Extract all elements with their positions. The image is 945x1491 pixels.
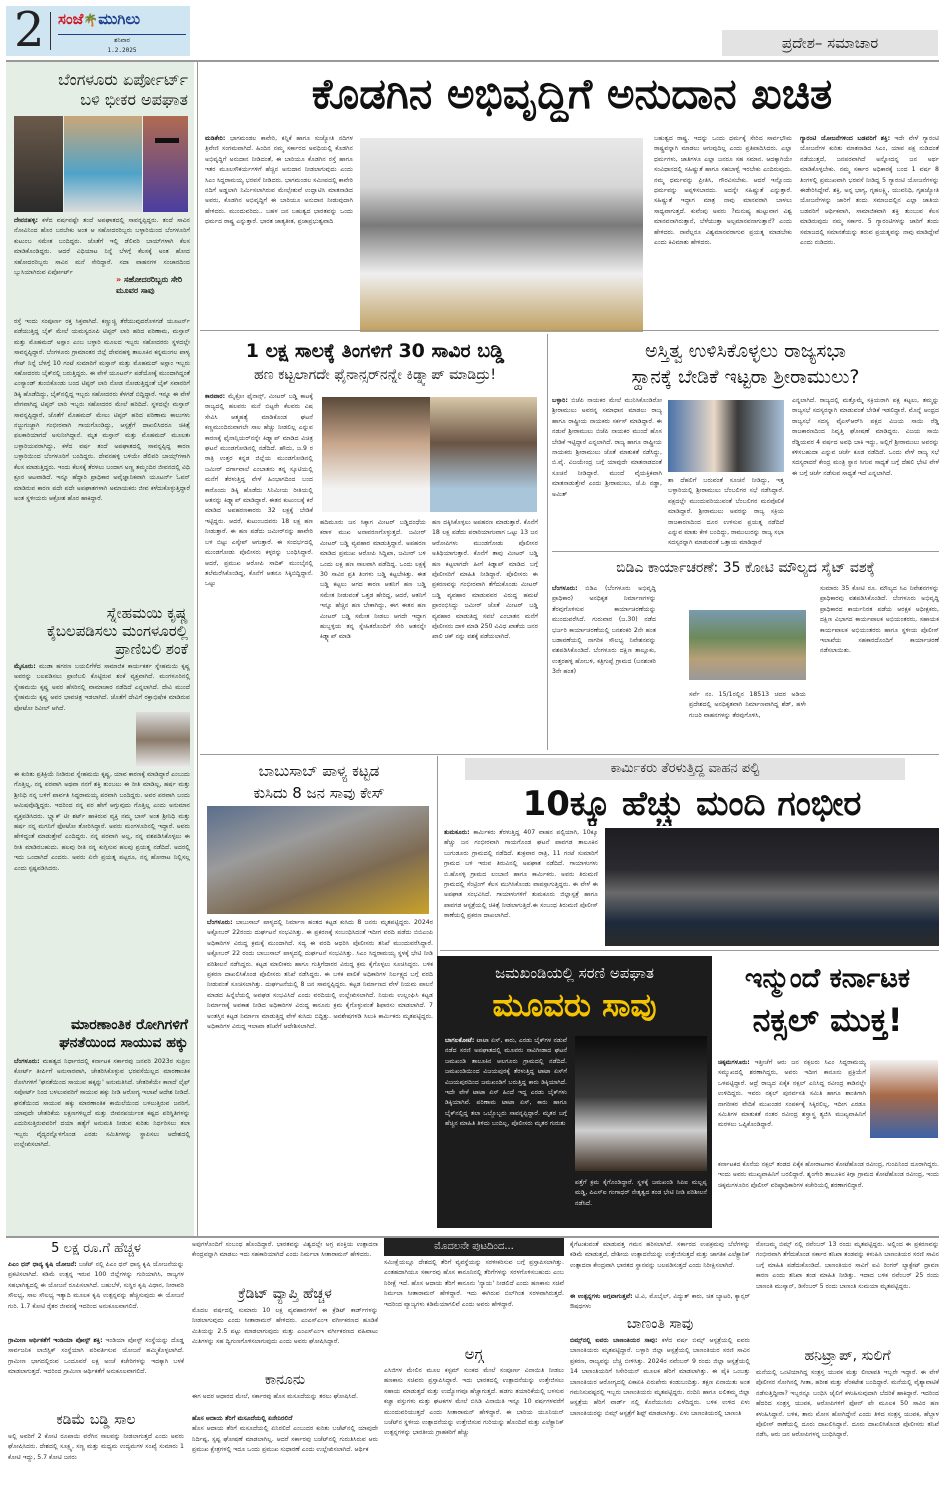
dateline: ದೇವನಹಳ್ಳಿ: (14, 217, 38, 224)
budget-col4-text: ಕೈಗೆಟುಕುವಂತೆ ಮಾಡುವತ್ತ ಗಮನ ಹರಿಸಲಾಗಿದೆ. ಸರ್ಕಾರದ ಉಪಕ್ರಮವು ಬೆಲೆಗಳನ್ನು ಕಡಿಮೆ ಮಾಡುತ್ತದೆ, ದೇಶೀಯ ಉತ್ಪಾದನೆಯನ್ನು ಉತ್ತೇಜಿಸುತ್ತದೆ ಮತ್ತು ಜಾಗತಿಕ ಎಲೆಕ್ಟ್ರಾನಿಕ್ ಉತ್ಪಾದನಾ ಕೇಂದ್ರವಾಗಿ ಭಾರತದ ಸ್ಥಾನವನ್ನು ಬಲಪಡಿಸುತ್ತದೆ ಎಂದು ನಿರೀಕ್ಷಿಸಲಾಗಿದೆ. (570, 1241, 750, 1269)
subhead: ಈ ಉತ್ಪನ್ನಗಳು ಅಗ್ಗವಾಗುತ್ತವೆ: (570, 1293, 633, 1300)
loan-divider (547, 334, 548, 750)
babusab-headline-1: ಬಾಬುಸಾಬ್ ಪಾಳ್ಯ ಕಟ್ಟಡ (258, 762, 380, 780)
dateline: ತುಮಕೂರು: (444, 829, 470, 836)
sidebar-story1-body-2: ರಸ್ತೆ ಇಂದು ಸಂಪೂರ್ಣ ರಕ್ತ ಸಿಕ್ತವಾಗಿದೆ. ಕಣ್ಣುಚ್ಚಿ ತೆರೆಯುವುದರೊಳಗಡೆ ಯೂಟರ್ನ್ ಪಡೆಯುತ್ತಿದ್ದ ಬೈಕ್ ಮೇಲೆ ಯಮಸ್ವರೂಪಿ ಟಿಪ್ಪರ್ ಲಾರಿ ಹರಿದ ಪರಿಣಾಮ, ಮಸ್ತಾನ್ ಮತ್ತು ಮೊಹಮದ್ ಅಸ್ಲಾಂ ಎಂಬ ಬಳ್ಳಾರಿ ಮೂಲದ ಇಬ್ಬರು ಸಹೋದರರು ಸ್ಥಳದಲ್ಲೇ ಸಾವನ್ನಪ್ಪಿದ್ದಾರೆ. ಬೆಂಗಳೂರು ಗ್ರಾಮಾಂತರ ಜಿಲ್ಲೆ ದೇವನಹಳ್ಳಿ ತಾಲೂಕಿನ ಕನ್ನಮಂಗಲ ಪಾಳ್ಯ ಗೇಟ್ ನಿನ್ನೆ ಬೆಳಗ್ಗೆ 10 ಗಂಟೆ ಸುಮಾರಿಗೆ ಮಸ್ತಾನ್ ಮತ್ತು ಮೊಹಮದ್ ಅಸ್ಲಾಂ ಇಬ್ಬರು ಸಹೋದರರು ಬೈಕ್‌ನಲ್ಲಿ ಬರುತ್ತಿದ್ದರು. ಈ ವೇಳೆ ಯೂಟರ್ನ್ ಪಡೆಯೋಕ್ಕೆ ಮುಂದಾಗಿದ್ದಂತೆ ಎಂಸ್ಯಾಂಡ್ ತುಂಬಿಕೊಂಡು ಬಂದ ಟಿಪ್ಪರ್ ಲಾರಿ ನೋಡ ನೋಡುತ್ತಿದ್ದಂತೆ ಬೈಕ್ ಸವಾರರಿಗೆ ಡಿಕ್ಕಿ ಹೊಡೆದಿದ್ದು, ಬೈಕ್‌ನಲ್ಲಿದ್ದ ಇಬ್ಬರು ಸಹೋದರರು ಕೆಳಗಡೆ ಬಿದ್ದಿದ್ದಾರೆ. ಇನ್ನೂ ಈ ವೇಳೆ ವೇಗವಾಗಿದ್ದ ಟಿಪ್ಪರ್ ಲಾರಿ ಇಬ್ಬರು ಸಹೋದರರ ಮೇಲೆ ಹರಿದಿದೆ. ಸ್ಥಳದಲ್ಲೇ ಮಸ್ತಾನ್ ಸಾವನ್ನಪ್ಪಿದ್ದಾರೆ, ಜೊತೆಗೆ ಮೊಹಮದ್ ಮೇಲು ಟಿಪ್ಪರ್ ಹರಿದ ಪರಿಣಾಮ ಕಾಲುಗಳು ನಜ್ಜುಗುಜ್ಜಾಗಿ ಗಂಭೀರವಾಗಿ ಗಾಯಗೊಂಡಿದ್ದು, ಆಸ್ಪತ್ರೆಗೆ ದಾಖಲಿಸಿದರೂ ಚಿಕಿತ್ಸೆ ಫಲಕಾರಿಯಾಗದೆ ಅಸುನೀಗಿದ್ದಾನೆ. ಮೃತ ಮಸ್ತಾನ್ ಮತ್ತು ಮೊಹಮದ್ ಮೂಲತಃ ಬಳ್ಳಾರಿಯವರಾಗಿದ್ದು, ಕಳೆದ ವರ್ಷ ತಂದೆ ಅಪಘಾತದಲ್ಲಿ ಸಾವನ್ನಪ್ಪಿದ್ದ ಕಾರಣ ಬಳ್ಳಾರಿಯಿಂದ ಬೆಂಗಳೂರಿಗೆ ಬಂದಿದ್ದರು. ದೇವನಹಳ್ಳಿ ಬಳಿಯೇ ಡೆಲಿವರಿ ಬಾಯ್ಸ್‌ಗಳಾಗಿ ಕೆಲಸ ಮಾಡುತ್ತಿದ್ದರು. ಇಂದು ಕೆಲಸಕ್ಕೆ ತೆರಳಲು ಬಂದಾಗ ಅಣ್ಣ ತಮ್ಮಂದಿರ ಜೀವನದಲ್ಲಿ ವಿಧಿ ಕ್ರೂರ ಆಟವಾಡಿದೆ. ಇನ್ನೂ ಹೆದ್ದಾರಿ ಪ್ರಾಧಿಕಾರ ಅವೈಜ್ಞಾನಿಕವಾಗಿ ಯೂಟರ್ನ್ ಓಪನ್ ಮಾಡಿರುವ ಕಾರಣ ಪದೇ ಪದೇ ಅಪಘಾತಗಳಾಗಿ ಅಮಾಯಕರು ಜೀವ ಕಳೆದುಕೊಳ್ಳುತ್ತಿದ್ದಾರೆ ಅಂತ ಸ್ಥಳೀಯರು ಆಕ್ರೋಶ ಹೊರ ಹಾಕಿದ್ದಾರೆ. (14, 318, 190, 502)
subhead: ಗ್ಯಾರಂಟಿ ಯೋಜನೆಗಳಿಂದ ಬಡವರಿಗೆ ಶಕ್ತಿ: (800, 135, 891, 142)
subhead: ಗ್ರಾಮೀಣ ಆರ್ಥಿಕತೆಗೆ ಇಂಡಿಯಾ ಪೋಸ್ಟ್ ಶಕ್ತಿ: (8, 1337, 103, 1344)
pull-quote: » ಸಹೋದರರಿಬ್ಬರು ಸೇರಿ ಮೂವರ ಸಾವು (116, 275, 183, 295)
dateline: ಬಾಗಲಕೋಟೆ: (445, 1037, 475, 1044)
page-number: 2 (14, 6, 45, 56)
budget-honey-text: ಮನೆಯಲ್ಲಿ ಒಂಟಿಯಾಗಿದ್ದ ಸಂತ್ರಸ್ತ ಯುವಕ ಮತ್ತು ಲೀಲಾವತಿ ಇಬ್ಬರೇ ಇದ್ದಾರೆ. ಈ ವೇಳೆ ಪೊಲೀಸರ ಸೋಗಿನಲ್ಲಿ ಗೀತಾ, ಹರೀಶ ಮತ್ತು ವೆಂಕಟೇಶ ಬಂದಿದ್ದಾರೆ. ಮನೆಯಲ್ಲಿ ವೈಶ್ಯಾವಾಟಿಕೆ ನಡೆಸುತ್ತಿದ್ದೀರಾ? ಇಬ್ಬರನ್ನೂ ಬಂಧಿಸಿ ಜೈಲಿಗೆ ಕಳುಹಿಸುವುದಾಗಿ ಬೆದರಿಕೆ ಹಾಕಿದ್ದಾರೆ. ಇದರಿಂದ ಹೆದರಿದ ಸಂತ್ರಸ್ತ ಯುವಕ, ಆರೋಪಿಗಳಿಗೆ ಫೋನ್ ಪೇ ಮೂಲಕ 50 ಸಾವಿರ ಹಣ ಕಳುಹಿಸಿದ್ದಾನೆ. ಬಳಿಕ, ತಾನು ಮೋಸ ಹೋಗಿದ್ದೇನೆ ಎಂದು ತಿಳಿದ ಸಂತ್ರಸ್ತ ಯುವಕ, ಹೆಬ್ಬಾಳ ಪೊಲೀಸ್ ಠಾಣೆಯಲ್ಲಿ ದೂರು ದಾಖಲಿಸಿದ್ದಾನೆ. ದೂರು ದಾಖಲಿಸಿಕೊಂಡ ಪೊಲೀಸರು ತನಿಖೆ ನಡೆಸಿ, ಆರು ಜನ ಆರೋಪಿಗಳನ್ನ ಬಂಧಿಸಿದ್ದಾರೆ. (756, 1369, 939, 1439)
lead-col2: ಬಹುತ್ವದ ರಾಷ್ಟ್ರ. ಇದನ್ನು ಒಂದು ಧರ್ಮಕ್ಕೆ ಸೇರಿದ ಸಾರ್ವಭೌಮ ರಾಷ್ಟ್ರವನ್ನಾಗಿ ಮಾಡಲು ಆಗುವುದಿಲ್ಲ ಎಂದು ಪ್ರತಿಪಾದಿಸಿದರು. ಎಲ್ಲಾ ಧರ್ಮಗಳು, ಜಾತಿಗಳೂ ಎಲ್ಲಾ ಜನರೂ ಸಹ ಸಮಾನ. ಆದಕ್ಕಾಗಿಯೇ ಸಂವಿಧಾನದಲ್ಲಿ ಸಹಿಷ್ಣುತೆ ಹಾಗೂ ಸಹಬಾಳ್ವೆ ಇರಬೇಕು ಎಂದಿರುವುದು. ನಮ್ಮ ಧರ್ಮವನ್ನು ಪ್ರೀತಿಸಿ, ಗೌರವಿಸಬೇಕು. ಆದರೆ ಇನ್ನೊಂದು ಧರ್ಮವನ್ನು ಅಪ್ಪಳಿಸಬಾರದು. ಅದನ್ನೇ ಸಹಿಷ್ಣುತೆ ಎನ್ನುತ್ತಾರೆ. ಸಹಿಷ್ಣುತೆ ಇದ್ದಾಗ ಮಾತ್ರ ನಾವು ಮಾನವರಾಗಿ ಬಾಳಲು ಸಾಧ್ಯವಾಗುತ್ತದೆ. ಕುವೆಂಪು ಅವರು ?ಮನುಷ್ಯ ಹುಟ್ಟುವಾಗ ವಿಶ್ವ ಮಾನವನಾಗಿರುತ್ತಾನೆ, ಬೆಳೆಯುತ್ತಾ ಅಲ್ಪಮಾನವನಾಗುತ್ತಾನೆ? ಎಂದು ಹೇಳಿದರು. ನಾವೆಲ್ಲರೂ ವಿಶ್ವಮಾನವರಾಗುವ ಪ್ರಯತ್ನ ಮಾಡಬೇಕು ಎಂದು ಕಿವಿಮಾತು ಹೇಳಿದರು. (654, 135, 792, 247)
babusab-body: ಬೆಂಗಳೂರು: ಬಾಬುಸಾಬ್ ಪಾಳ್ಯದಲ್ಲಿ ನಿರ್ಮಾಣ ಹಂತದ ಕಟ್ಟಡ ಕುಸಿದು 8 ಜನರು ಮೃತಪಟ್ಟಿದ್ದರು. 2024ರ ಅಕ್ಟೋಬರ್ 22ರಂದು ದುರ್ಘಟನೆ ಸಂಭವಿಸಿತ್ತು. ಈ ಪ್ರಕರಣಕ್ಕೆ ಸಂಬಂಧಿಸಿದಂತೆ ಇದೀಗ ವರದಿ ಪಡೆದು ಬಿಬಿಎಂಪಿ ಅಧಿಕಾರಿಗಳ ವಿರುದ್ಧ ಕ್ರಮಕ್ಕೆ ಮುಂದಾಗಿದೆ. ಸದ್ಯ ಈ ವರದಿ ಆಧರಿಸಿ ಪೊಲೀಸರು ತನಿಖೆ ಮುಂದುವರೆಸಿದ್ದಾರೆ. ಅಕ್ಟೋಬರ್ 22 ರಂದು ಬಾಬುಸಾಬ್ ಪಾಳ್ಯದಲ್ಲಿ ದುರ್ಘಟನೆ ಸಂಭವಿಸಿತ್ತು. ಸಿಎಂ ಸಿದ್ದರಾಮಯ್ಯ ಸ್ಥಳಕ್ಕೆ ಭೇಟಿ ನೀಡಿ ಪರಿಶೀಲನೆ ನಡೆಸಿದ್ದರು. ಕಟ್ಟಡ ಮಾಲೀಕರು ಹಾಗೂ ಗುತ್ತಿಗೆದಾರರ ವಿರುದ್ಧ ಕ್ರಮ ಕೈಗೊಳ್ಳಲು ಸೂಚಿಸಿದ್ದರು. ಬಳಿಕ ಪ್ರಕರಣ ದಾಖಲಿಸಿಕೊಂಡ ಪೊಲೀಸರು ತನಿಖೆ ನಡೆಸಿದ್ದರು. ಈ ಬಳಿಕ ಪಾಲಿಕೆ ಅಧಿಕಾರಿಗಳ ನಿರ್ಲಕ್ಷ್ಯದ ಬಗ್ಗೆ ವರದಿ ನೀಡುವಂತೆ ಸೂಚಿಸಲಾಗಿತ್ತು. ದುರ್ಘಟನೆಯಲ್ಲಿ 8 ಜನ ಸಾವನ್ನಪ್ಪಿದ್ದರು. ಕಟ್ಟಡ ನಿರ್ಮಾಣದ ವೇಳೆ ನಿಯಮ ಪಾಲನೆ ಮಾಡದ ಹಿನ್ನೆಲೆಯಲ್ಲಿ ಅವಘಡ ಸಂಭವಿಸಿದೆ ಎಂದು ವರದಿಯಲ್ಲಿ ಉಲ್ಲೇಖಿಸಲಾಗಿದೆ. ನಿಯಮ ಉಲ್ಲಂಘಿಸಿ ಕಟ್ಟಡ ನಿರ್ಮಾಣಕ್ಕೆ ಅವಕಾಶ ನೀಡಿದ ಅಧಿಕಾರಿಗಳ ವಿರುದ್ಧ ಕಾನೂನು ಕ್ರಮ ಕೈಗೊಳ್ಳುವಂತೆ ಶಿಫಾರಸು ಮಾಡಲಾಗಿದೆ. 7 ಅಂತಸ್ತಿನ ಕಟ್ಟಡ ನಿರ್ಮಾಣ ಮಾಡುತ್ತಿದ್ದ ವೇಳೆ ಕುಸಿದು ಬಿದ್ದಿತ್ತು. ಅವಶೇಷಗಳಡಿ ಸಿಲುಕಿ ಕಾರ್ಮಿಕರು ಮೃತಪಟ್ಟಿದ್ದರು. ಅಧಿಕಾರಿಗಳ ವಿರುದ್ಧ ಇಲಾಖಾ ತನಿಖೆಗೆ ಆದೇಶಿಸಲಾಗಿದೆ. (207, 919, 433, 1031)
budget-loan-text: ಅಲ್ಲಿ ಅವರಿಗೆ 2 ಕೋಟಿ ರೂಪಾಯಿ ವರೆಗಿನ ಸಾಲವನ್ನು ನೀಡಲಾಗುತ್ತದೆ ಎಂದು ಅವರು ಘೋಷಿಸಿದರು. ದೇಶದಲ್ಲಿ ಸೂಕ್ಷ್ಮ, ಸಣ್ಣ ಮತ್ತು ಮಧ್ಯಮ ಉದ್ಯಮಗಳ ಸಂಖ್ಯೆ ಸುಮಾರು 1 ಕೋಟಿ ಇದ್ದು, 5.7 ಕೋಟಿ ಜನರು (8, 1433, 184, 1461)
naxal-body-2: ಕರ್ನಾಟಕದ ಕೊನೆಯ ನಕ್ಸಲ್ ತಂಡದ ಏಕೈಕ ಹೋರಾಟಗಾರ ಕೋಟೆಹೊಂಡ ರವೀಂದ್ರ, ಗುಂಪಿನಿಂದ ದೂರಾಗಿದ್ದರು. ಇಂದು ಅವರು ಮುಖ್ಯವಾಹಿನಿಗೆ ಬರಲಿದ್ದಾರೆ. ಶೃಂಗೇರಿ ತಾಲೂಕಿನ ಕಿಗ್ಗಾ ಗ್ರಾಮದ ಕೋಟೆಹೊಂಡ ರವೀಂದ್ರ, ಇಂದು ಚಿಕ್ಕಮಗಳೂರಿನ ಪೊಲೀಸ್ ವರಿಷ್ಠಾಧಿಕಾರಿಗಳ ಕಚೇರಿಯಲ್ಲಿ ಶರಣಾಗಲಿದ್ದಾರೆ. (718, 1161, 939, 1189)
masthead-rule (58, 34, 186, 35)
paper-logo (58, 10, 140, 28)
accident-night-photo (575, 1036, 707, 1171)
budget-post-text: ಗ್ರಾಮೀಣ ಆರ್ಥಿಕತೆಗೆ ಇಂಡಿಯಾ ಪೋಸ್ಟ್ ಶಕ್ತಿ: ಇಂಡಿಯಾ ಪೋಸ್ಟ್ ಸಂಸ್ಥೆಯನ್ನು ದೊಡ್ಡ ಸಾರ್ವಜನಿಕ ಲಾಜಿಸ್ಟಿಕ್ ಸಂಸ್ಥೆಯಾಗಿ ಪರಿವರ್ತಿಸುವ ಯೋಜನೆ ಹಮ್ಮಿಕೊಳ್ಳಲಾಗಿದೆ. ಗ್ರಾಮೀಣ ಭಾಗದಲ್ಲಿರುವ ಒಂದೂವರೆ ಲಕ್ಷ ಅಂಚೆ ಕಚೇರಿಗಳನ್ನು ಇದಕ್ಕಾಗಿ ಬಳಕೆ ಮಾಡಲಾಗುತ್ತದೆ. ಇದರಿಂದ ಗ್ರಾಮೀಣ ಆರ್ಥಿಕತೆಗೆ ಅನುಕೂಲವಾಗಲಿದೆ. (8, 1337, 184, 1376)
naxal-body-1: ಚಿಕ್ಕಮಗಳೂರು: ಇತ್ತೀಚೆಗೆ ಆರು ಜನ ನಕ್ಸಲರು ಸಿಎಂ ಸಿದ್ದರಾಮಯ್ಯ ಸಮ್ಮುಖದಲ್ಲಿ ಶರಣಾಗಿದ್ದರು, ಅವರು ಇದೀಗ ಕಾನೂನು ಪ್ರಕ್ರಿಯೆಗೆ ಒಳಪಟ್ಟಿದ್ದಾರೆ. ಆದ್ರೆ ರಾಜ್ಯದ ಏಕೈಕ ನಕ್ಸಲ್ ಎನಿಸಿದ್ದ ರವೀಂದ್ರ ಕಾಡಿನಲ್ಲೇ ಉಳಿದಿದ್ದರು. ಇವರು ನಕ್ಸಲ್ ಪುನರ್ವಸತಿ ಸಮಿತಿ ಹಾಗೂ ಶಾಂತಿಗಾಗಿ ನಾಗರೀಕರ ವೇದಿಕೆ ಮುಖಂಡರ ಸಂಪರ್ಕಕ್ಕೆ ಸಿಕ್ಕಿರಲಿಲ್ಲ, ಇದೀಗ ಎರಡೂ ಸಮಿತಿಗಳ ಮಾತುಕತೆ ನಂತರ ರವೀಂದ್ರ ಶಸ್ತ್ರಾಸ್ತ್ರ ತ್ಯಜಿಸಿ ಮುಖ್ಯವಾಹಿನಿಗೆ ಮರಳಲು ಒಪ್ಪಿಕೊಂಡಿದ್ದಾರೆ. (718, 1059, 866, 1129)
naxal-headline-1: ಇನ್ಮುಂದೆ ಕರ್ನಾಟಕ (744, 963, 911, 994)
sriramulu-col3: ಎನ್ನಲಾಗಿದೆ. ರಾಜ್ಯದಲ್ಲಿ ಮತ್ತೊಮ್ಮೆ ಸಕ್ರಿಯರಾಗಿ ಪಕ್ಷ ಕಟ್ಟಲು, ತಮ್ಮನ್ನು ರಾಜ್ಯಸಭೆ ಸದಸ್ಯರನ್ನಾಗಿ ಮಾಡುವಂತೆ ಬೇಡಿಕೆ ಇಡಲಿದ್ದಾರೆ. ಮೊನ್ನೆ ಆಂಧ್ರದ ರಾಜ್ಯಸಭೆ ಸದಸ್ಯ ವೈಎಸ್‌ಆರ್‌ಸಿ ಪಕ್ಷದ ವಿಜಯ ಸಾಯಿ ರೆಡ್ಡಿ ರಾಜಕಾರಣದಿಂದ ನಿವೃತ್ತಿ ಘೋಷಣೆ ಮಾಡಿದ್ದರು. ವಿಜಯ ಸಾಯಿ ರೆಡ್ಡಿಯವರ 4 ವರ್ಷದ ಅವಧಿ ಬಾಕಿ ಇದ್ದು, ಅಲ್ಲಿಗೆ ಶ್ರೀರಾಮುಲು ಅವರನ್ನು ಕಳಿಸಬಹುದಾ ಎನ್ನುವ ಚರ್ಚೆ ಕೂಡ ನಡೆದಿದೆ. ಒಂದು ವೇಳೆ ರಾಜ್ಯ ಸಭೆ ಸದಸ್ಯರಾದರೆ ಕೇಂದ್ರ ಮಂತ್ರಿ ಸ್ಥಾನ ಸಿಗುವ ಸಾಧ್ಯತೆ ಬಗ್ಗೆ ದೆಹಲಿ ಭೇಟಿ ವೇಳೆ ಈ ಬಗ್ಗೆ ಚರ್ಚೆ ನಡೆಸುವ ಸಾಧ್ಯತೆ ಇದೆ ಎನ್ನಲಾಗಿದೆ. (792, 397, 939, 477)
naxal-headline-2: ನಕ್ಸಲ್ ಮುಕ್ತ! (752, 1001, 903, 1039)
budget-h-cheap: ಅಗ್ಗ (464, 1345, 484, 1363)
left-sidebar (6, 62, 194, 1237)
section-tag: ಪ್ರದೇಶ– ಸಮಾಚಾರ (722, 30, 938, 56)
bda-demolition-photo (689, 610, 806, 680)
masthead (6, 6, 190, 56)
sriramulu-bottom-rule (552, 551, 939, 552)
sidebar-story3-headline-2: ಘನತೆಯಿಂದ ಸಾಯುವ ಹಕ್ಕು (59, 1035, 188, 1051)
sidebar-story1-body-1: ದೇವನಹಳ್ಳಿ: ಕಳೆದ ವರ್ಷವಷ್ಟೇ ತಂದೆ ಅಪಘಾತದಲ್ಲಿ ಸಾವನ್ನಪ್ಪಿದ್ದರು. ತಂದೆ ಸಾವಿನ ನೋವಿನಿಂದ ಹೊರ ಬರಬೇಕು ಅಂತ ಆ ಸಹೋದರರಿಬ್ಬರು ಬಳ್ಳಾರಿಯಿಂದ ಬೆಂಗಳೂರಿಗೆ ಕುಟುಂಬ ಸಮೇತ ಬಂದಿದ್ದರು. ಜೊತೆಗೆ ಇಲ್ಲಿ ಡೆಲಿವರಿ ಬಾಯ್‌ಗಳಾಗಿ ಕೆಲಸ ಮಾಡಿಕೊಂಡಿದ್ದರು. ಆದರೆ ವಿಧಿಯಾಟ ನಿನ್ನೆ ಬೆಳಗ್ಗೆ ಕೆಲಸಕ್ಕೆ ಅಂತ ಹೋದ ಸಹೋದರರಿಬ್ಬರು ಸಾವಿನ ಮನೆ ಸೇರಿದ್ದಾರೆ. ಸದಾ ವಾಹನಗಳ ಸಂಚಾರದಿಂದ ಬ್ಯುಸಿಯಾಗಿರುವ ಏರ್ಪೋರ್ಟ್ (14, 217, 190, 276)
budget-dhan-text: ಪಿಎಂ ಧನ್ ಧಾನ್ಯ ಕೃಷಿ ಯೋಜನೆ: ಬಜೆಟ್ ನಲ್ಲಿ ಪಿಎಂ ಧನ್ ಧಾನ್ಯ ಕೃಷಿ ಯೋಜನೆಯನ್ನು ಪ್ರಕಟಿಸಲಾಗಿದೆ. ಕಡಿಮೆ ಉತ್ಪನ್ನ ಇರುವ 100 ಜಿಲ್ಲೆಗಳನ್ನು ಗುರಿಯಾಗಿಸಿ, ರಾಜ್ಯಗಳ ಸಹಭಾಗಿತ್ವದಲ್ಲಿ ಈ ಯೋಜನೆ ರೂಪಿಸಲಾಗಿದೆ. ಬಹುಬೆಳೆ, ಸುಸ್ಥಿರ ಕೃಷಿ ವಿಧಾನ, ನೀರಾವರಿ ಸೌಲಭ್ಯ, ಸಾಲ ಸೌಲಭ್ಯ ಇತ್ಯಾದಿ ಮೂಲಕ ಕೃಷಿ ಉತ್ಪನ್ನವನ್ನು ಹೆಚ್ಚಿಸುವುದು ಈ ಯೋಜನೆ ಗುರಿ. 1.7 ಕೋಟಿ ರೈತರ ಜೀವನಕ್ಕೆ ಇದರಿಂದ ಅನುಕೂಲವಾಗಲಿದೆ. (8, 1261, 184, 1310)
tumakuru-bottom-rule (440, 950, 939, 951)
victim-photo-3 (143, 116, 188, 212)
mid-rule (200, 754, 939, 755)
sidebar-story3-headline-1: ಮಾರಣಾಂತಿಕ ರೋಗಿಗಳಿಗೆ (71, 1017, 188, 1033)
lead-bottom-rule (200, 330, 939, 331)
jamakhandi-panel (437, 956, 712, 1228)
dateline: ಚಿಕ್ಕಮಗಳೂರು: (718, 1059, 750, 1066)
jamakhandi-col2: ಪತ್ತೆಗೆ ಕ್ರಮ ಕೈಗೊಂಡಿದ್ದಾರೆ. ಸ್ಥಳಕ್ಕೆ ಜಮಖಂಡಿ ಸಿಪಿಐ ಮಲ್ಲಪ್ಪ ಮಡ್ಡಿ, ಪಿಎಸ್‌ಐ ಗಂಗಾಧರ್ ನೇತೃತ್ವದ ತಂಡ ಭೇಟಿ ನೀಡಿ ಪರಿಶೀಲನೆ ನಡೆಸಿದೆ. (575, 1179, 707, 1207)
bda-headline: ಬಿಡಿಎ ಕಾರ್ಯಾಚರಣೆ: 35 ಕೋಟಿ ಮೌಲ್ಯದ ಸೈಟ್ ವಶಕ್ಕೆ (616, 560, 875, 576)
masthead-divider (50, 12, 51, 50)
lead-headline: ಕೊಡಗಿನ ಅಭಿವೃದ್ಧಿಗೆ ಅನುದಾನ ಖಚಿತ (311, 69, 833, 118)
budget-col5-text: ರೋಜಮ್ಮ ಬಿಮ್ಸ್ ನಲ್ಲಿ ನವೆಂಬರ್ 13 ರಂದು ಮೃತಪಟ್ಟಿದ್ದರು. ಅಲ್ಲಿಂದ ಈ ಪ್ರಕರಣವನ್ನು ಗಂಭೀರವಾಗಿ ತೆಗೆದುಕೊಂಡ ಸರ್ಕಾರ ತನಿಖಾ ತಂಡವನ್ನು ಕಳುಹಿಸಿ ಬಾಣಂತಿಯರ ಸರಣಿ ಸಾವಿನ ಬಗ್ಗೆ ಮಾಹಿತಿ ಪಡೆದುಕೊಂಡಿದೆ. ಬಾಣಂತಿಯರ ಸಾವಿಗೆ ಐವಿ ರಿಂಗರ್ ಲ್ಯಾಕ್ಟೇಟ್ ದ್ರಾವಣ ಕಾರಣ ಎಂದು ತನಿಖಾ ತಂಡ ಮಾಹಿತಿ ನೀಡಿತ್ತು. ಇದಾದ ಬಳಿಕ ನವೆಂಬರ್ 25 ರಂದು ಬಾಣಂತಿ ಮುಸ್ಕಾನ್, ಡಿಸೆಂಬರ್ 5 ರಂದು ಬಾಣಂತಿ ಸುಮಯಾ ಮೃತಪಟ್ಟಿದ್ದರು. (756, 1241, 939, 1290)
subhead: ಹೊಸ ಆದಾಯ ತೆರಿಗೆ ಮಸೂದೆಯಲ್ಲಿ ಏನೇನಿರಲಿದೆ (192, 1415, 293, 1422)
accused-photo-1 (322, 397, 430, 512)
loan-col3: ಹಣ ದಕ್ಕಿಸಿಕೊಳ್ಳಲು ಅಪಹರಣ ಮಾಡುತ್ತಾರೆ. ಕೊನೆಗೆ 18 ಲಕ್ಷ ಪಡೆದು ಪರಾರಿಯಾಗುವಾಗ ಒಟ್ಟು 13 ಜನ ಆರೋಪಿಗಳು ಮುಂಡಗೋಡು ಪೊಲೀಸರ ಅತಿಥಿಯಾಗುತ್ತಾರೆ. ಕೊನೆಗೆ ತಾವು ಮೀಟರ್ ಬಡ್ಡಿ ಹಣ ಕಟ್ಟಲಾಗದೇ ಹೀಗೆ ಕಿಡ್ನಾಪ್ ಮಾಡಿದ ಬಗ್ಗೆ ಪೊಲೀಸರಿಗೆ ಮಾಹಿತಿ ನೀಡಿದ್ದಾರೆ. ಪೊಲೀಸರು ಈ ಪ್ರಕರಣವನ್ನು ಗಂಭೀರವಾಗಿ ತೆಗೆದುಕೊಂಡು ಮೀಟರ್ ಬಡ್ಡಿ ವ್ಯವಹಾರ ಮಾಡುವವರ ವಿರುದ್ಧ ಹಮಟೆ ಪ್ರಾರಂಭಿಸಿದ್ದು ಜಮೀರ್ ಜೊತೆ ಮೀಟರ್ ಬಡ್ಡಿ ವ್ಯವಹಾರ ಮಾಡುತಿದ್ದ ಸವಲೆ ಎಂಬಾತನ ಮನೆಗೆ ಪೊಲೀಸರು ದಾಳಿ ಮಾಡಿ 250 ವಿವಿಧ ಖಾತೆಯ ಜನರ ಖಾಲಿ ಚಕ್ ನನ್ನು ವಶಕ್ಕೆ ಪಡೆಯಲಾಗಿದೆ. (432, 519, 538, 641)
sriramulu-headline-2: ಸ್ಥಾನಕ್ಕೆ ಬೇಡಿಕೆ ಇಟ್ಟರಾ ಶ್ರೀರಾಮುಲು? (631, 366, 860, 388)
sriramulu-photo (668, 400, 784, 472)
dateline: ಬೆಂಗಳೂರು: (207, 919, 233, 926)
victim-photo-2 (64, 116, 142, 212)
loan-headline: 1 ಲಕ್ಷ ಸಾಲಕ್ಕೆ ತಿಂಗಳಿಗೆ 30 ಸಾವಿರ ಬಡ್ಡಿ (245, 340, 505, 362)
sriramulu-col1: ಬಳ್ಳಾರಿ: ಬಿಜೆಪಿ ನಾಯಕರ ಮೇಲೆ ಮುನಿಸಿಕೊಂಡಿರೋ ಶ್ರೀರಾಮುಲು ಅವರನ್ನ ಸಮಾಧಾನ ಮಾಡಲು ರಾಜ್ಯ ಹಾಗೂ ರಾಷ್ಟ್ರೀಯ ನಾಯಕರು ಸರ್ಕಸ್ ಮಾಡಿದ್ದಾರೆ. ಈ ನಡುವೆ ಶ್ರೀರಾಮುಲು ಬಿಜೆಪಿ ನಾಯಕರ ಮುಂದೆ ಹೊಸ ಬೇಡಿಕೆ ಇಟ್ಟಿದ್ದಾರೆ ಎನ್ನಲಾಗಿದೆ. ರಾಜ್ಯ ಹಾಗೂ ರಾಷ್ಟ್ರೀಯ ನಾಯಕರು ಶ್ರೀರಾಮುಲು ಜೊತೆ ಮಾತುಕತೆ ನಡೆಸಿದ್ದು, ಬಿ.ವೈ. ವಿಜಯೇಂದ್ರ ಬಗ್ಗೆ ಯಾವುದೇ ಮಾತನಾಡದಂತೆ ಸೂಚನೆ ನೀಡಿದ್ದಾರೆ. ಮುಂದೆ ವೈಯಕ್ತಿಕವಾಗಿ ಮಾತನಾಡುತ್ತೇವೆ ಎಂದು ಶ್ರೀರಾಮುಲು, ಜೆ.ಪಿ ನಡ್ಡಾ, ಅಮಿತ್ (552, 397, 662, 498)
bda-col3: ಸುಮಾರು 35 ಕೋಟಿ ರೂ. ಮೌಲ್ಯದ ಸಿಎ ನಿವೇಶನಗಳನ್ನು ಪ್ರಾಧಿಕಾರವು ವಶಪಡಿಸಿಕೊಂಡಿದೆ. ಬೆಂಗಳೂರು ಅಭಿವೃದ್ಧಿ ಪ್ರಾಧಿಕಾರದ ಕಾರ್ಯನಿರತ ಪಡೆಯ ಆರಕ್ಷಕ ಅಧೀಕ್ಷಕರು, ದಕ್ಷಿಣ ವಿಭಾಗದ ಕಾರ್ಯಪಾಲಕ ಅಭಿಯಂತರರು, ಸಹಾಯಕ ಕಾರ್ಯಪಾಲಕ ಅಭಿಯಂತರರು ಹಾಗೂ ಸ್ಥಳೀಯ ಪೊಲೀಸ್ ಇಲಾಖೆಯ ಸಹಕಾರದೊಂದಿಗೆ ಕಾರ್ಯಾಚರಣೆ ನಡೆಸಲಾಯಿತು. (820, 585, 939, 655)
budget-cheap-text: ಎಸಿಜಿಗಳ ಮೇಲಿನ ಮೂಲ ಕಸ್ಟಮ್ ಸುಂಕದ ಮೇಲೆ ಸಂಪೂರ್ಣ ವಿನಾಯಿತಿ ನೀಡಲು ಹಣಕಾಸು ಸಚಿವರು ಪ್ರಸ್ತಾಪಿಸಿದ್ದಾರೆ. ಇದು ಭಾರತದಲ್ಲಿ ಉತ್ಪಾದನೆಯನ್ನು ಉತ್ತೇಜಿಸಲು ಸಹಾಯ ಮಾಡುತ್ತದೆ ಮತ್ತು ಉದ್ಯೋಗವೂ ಹೆಚ್ಚಾಗುತ್ತದೆ. ಹಡಗು ತಯಾರಿಕೆಯಲ್ಲಿ ಬಳಸುವ ಕಚ್ಚಾ ವಸ್ತುಗಳು ಮತ್ತು ಘಟಕಗಳ ಮೇಲೆ ಬಿಸಿಡಿ ವಿನಾಯಿತಿ ಇನ್ನೂ 10 ವರ್ಷಗಳವರೆಗೆ ಮುಂದುವರಿಯುತ್ತದೆ ಎಂದು ಸೀತಾರಾಮನ್ ಹೇಳಿದ್ದಾರೆ. ಈ ಬಾರಿಯ ಯೂನಿಯನ್ ಬಜೆಟ್‌ನ ಸ್ಥಳೀಯ ಉತ್ಪಾದನೆಯನ್ನು ಉತ್ತೇಜಿಸುವ ಗುರಿಯನ್ನು ಹೊಂದಿದೆ ಮತ್ತು ಎಲೆಕ್ಟ್ರಾನಿಕ್ ಉತ್ಪನ್ನಗಳನ್ನು ಭಾರತೀಯ ಗ್ರಾಹಕರಿಗೆ ಹೆಚ್ಚು (384, 1367, 564, 1437)
lead-col3: ಗ್ಯಾರಂಟಿ ಯೋಜನೆಗಳಿಂದ ಬಡವರಿಗೆ ಶಕ್ತಿ: ಇದೇ ವೇಳೆ ಗ್ಯಾರಂಟಿ ಯೋಜನೆಗಳ ಕುರಿತು ಮಾತನಾಡಿದ ಸಿಎಂ, ಯಾವ ಪಕ್ಷ ನುಡಿದಂತೆ ನಡೆಯುತ್ತದೆ, ಜನಪರವಾಗಿದೆ ಅನ್ನೋದನ್ನ ಜನ ಅರ್ಥ ಮಾಡಿಕೊಳ್ಳಬೇಕು. ನಮ್ಮ ಸರ್ಕಾರ ಅಧಿಕಾರಕ್ಕೆ ಬಂದ 1 ವರ್ಷ 8 ತಿಂಗಳಲ್ಲಿ ಪ್ರಮುಖವಾಗಿ ಭರವಸೆ ನೀಡಿದ್ದ 5 ಗ್ಯಾರಂಟಿ ಯೋಜನೆಗಳನ್ನು ಈಡೇರಿಸಿದ್ದೇವೆ. ಶಕ್ತಿ, ಅನ್ನ ಭಾಗ್ಯ, ಗೃಹಲಕ್ಷ್ಮಿ, ಯುವನಿಧಿ, ಗೃಹಜ್ಯೋತಿ ಯೋಜನೆಗಳನ್ನು ಜಾರಿಗೆ ತಂದು ಸಮಾಜದಲ್ಲಿನ ಎಲ್ಲಾ ಜಾತಿಯ ಬಡವರಿಗೆ ಆರ್ಥಿಕವಾಗಿ, ಸಾಮಾಜಿಕವಾಗಿ ಶಕ್ತಿ ತುಂಬುವ ಕೆಲಸ ಮಾಡಿರುವುದು ನಮ್ಮ ಸರ್ಕಾರ. 5 ಗ್ಯಾರಂಟಿಗಳನ್ನು ಜಾರಿಗೆ ತಂದು ಸಮಾಜದಲ್ಲಿ ಸಮಾನತೆಯನ್ನು ತರುವ ಪ್ರಯತ್ನವನ್ನು ನಾವು ಮಾಡಿದ್ದೇವೆ ಎಂದು ನುಡಿದರು. (800, 135, 939, 247)
loan-subhead: ಹಣ ಕಟ್ಟಲಾಗದೇ ಫೈನಾನ್ಸರ್‌ನನ್ನೇ ಕಿಡ್ನ್ಯಾಪ್ ಮಾಡಿದ್ರು! (254, 367, 496, 383)
jamakhandi-kicker: ಜಮಖಂಡಿಯಲ್ಲಿ ಸರಣಿ ಅಪಘಾತ (495, 964, 654, 982)
loan-col2: ಹದಿಮೂರು ಜನ ಸಿಕ್ಕಾಗ ಮೀಟರ್ ಬಡ್ಡಿದಂಧೆಯ ಕರಾಳ ಮುಖ ಅನಾವರಣಗೊಳ್ಳುತ್ತದೆ. ಜಮೀರ್ ಮೀಟರ್ ಬಡ್ಡಿ ವ್ಯವಹಾರ ಮಾಡುತ್ತಿದ್ದಾನೆ. ಅಪಹರಣ ಮಾಡಿದ ಪ್ರಮುಖ ಆರೋಪಿ ಸಿದ್ದಿಖಾ, ಜಮೀರ್ ಬಳಿ ಒಂದು ಲಕ್ಷ ಹಣ ಸಾಲವಾಗಿ ಪಡೆದಿದ್ದ. ಒಂದು ಲಕ್ಷಕ್ಕೆ 30 ಸಾವಿರ ಪ್ರತಿ ತಿಂಗಳು ಬಡ್ಡಿ ಕಟ್ಟಬೇಕಿತ್ತು. ಈತ ಬಡ್ಡಿ ಕಟ್ಟಲು ಆಗದ ಕಾರಣ ಆತನಿಗೆ ಹಣ ಬಡ್ಡಿ ಸಮೇತ ನೀಡುವಂತೆ ಒತ್ತಡ ಹೇರಿದ್ದ, ಆದರೆ, ಆತನಿಗೆ ಇನ್ನೂ ಹೆಚ್ಚಿನ ಹಣ ಬೇಕಾಗಿದ್ದು, ಈಗ ಈತನ ಹಣ ಮೀಟರ್ ಬಡ್ಡಿ ಸಮೇತ ನೀಡಲು ಆಗದೇ ಇದ್ದಾಗ ಹುಬ್ಬಳ್ಳಿಯ ತನ್ನ ಸ್ನೇಹಿತರೊಂದಿಗೆ ಸೇರಿ ಆತನನ್ನೇ ಕಿಡ್ನ್ಯಾಪ್ ಮಾಡಿ (320, 519, 426, 641)
sidebar-story1-headline-1: ಬೆಂಗಳೂರು ಏರ್ಪೋರ್ಟ್ (58, 70, 188, 89)
sidebar-story2-body-1: ಮೈಸೂರು: ಮುಡಾ ಹಗರಣ ಬಯಲಿಗೆಳೆದ ಸಾಮಾಜಿಕ ಕಾರ್ಯಕರ್ತ ಸ್ನೇಹಮಯಿ ಕೃಷ್ಣ ಅವರನ್ನು ಬಲಪಡಿಸಲು ಪ್ರಾಣಿಬಲಿ ಕೊಟ್ಟಿರುವ ಶಂಕೆ ವ್ಯಕ್ತವಾಗಿದೆ. ಮಂಗಳೂರಿನಲ್ಲಿ ಸ್ನೇಹಮಯಿ ಕೃಷ್ಣ ಅವರ ಹೆಸರಿನಲ್ಲಿ ವಾಮಾಚಾರ ನಡೆದಿದೆ ಎನ್ನಲಾಗಿದೆ. ದೇವಿ ಮುಂದೆ ಸ್ನೇಹಮಯಿ ಕೃಷ್ಣ ಅವರ ಭಾವಚಿತ್ರ ಇಡಲಾಗಿದೆ. ಜೊತೆಗೆ ದೇವಿಗೆ ರಕ್ತಾಭಿಷೇಕ ಮಾಡಿರುವ ಫೋಟೋ ರಿವೀಲ್ ಆಗಿದೆ. (14, 663, 190, 712)
paper-name-part1: ಸಂಜೆ (58, 10, 84, 28)
budget-h-mothers: ಬಾಣಂತಿ ಸಾವು (626, 1316, 694, 1332)
bda-col1: ಬೆಂಗಳೂರು: ಬಿಡಿಎ (ಬೆಂಗಳೂರು ಅಭಿವೃದ್ಧಿ ಪ್ರಾಧಿಕಾರ) ಅನಧಿಕೃತ ನಿರ್ಮಾಣಗಳನ್ನು ತೆರವುಗೊಳಿಸುವ ಕಾರ್ಯಾಚರಣೆಯನ್ನು ಮುಂದುವರೆಸಿದೆ. ಗುರುವಾರ (ಜ.30) ನಡೆದ ಭರ್ಜರಿ ಕಾರ್ಯಾಚರಣೆಯಲ್ಲಿ ಬನಶಂಕರಿ 2ನೇ ಹಂತ ಬಡಾವಣೆಯಲ್ಲಿ ನಾಗರಿಕ ಸೌಲಭ್ಯ ನಿವೇಶನವನ್ನು ವಶಪಡಿಸಿಕೊಂಡಿದೆ. ಬೆಂಗಳೂರು ದಕ್ಷಿಣ ತಾಲ್ಲೂಕು, ಉತ್ತರಹಳ್ಳಿ ಹೋಬಳಿ, ಕತ್ರಿಗುಪ್ಪೆ ಗ್ರಾಮದ (ಬನಶಂಕರಿ 3ನೇ ಹಂತ) (552, 585, 656, 676)
budget-h-credit: ಕ್ರೆಡಿಟ್ ವ್ಯಾಪ್ತಿ ಹೆಚ್ಚಳ (238, 1286, 332, 1302)
budget-h-5lakh: 5 ಲಕ್ಷ ರೂ.ಗೆ ಹೆಚ್ಚಳ (51, 1241, 141, 1256)
babusab-divider (437, 756, 438, 956)
sidebar-story2-body-1b (14, 714, 134, 768)
bda-col2: ಸರ್ವೆ ನಂ. 15/1ರಲ್ಲಿನ 18513 ಚದರ ಅಡಿಯ ಪ್ರದೇಶದಲ್ಲಿ ಅನಧಿಕೃತವಾಗಿ ನಿರ್ಮಾಣವಾಗಿದ್ದ ಶೆಡ್, ಹಳೇ ಗುಜರಿ ವಾಹನಗಳನ್ನು ತೆರವುಗೊಳಿಸಿ, (689, 691, 806, 719)
ravindra-photo (870, 1060, 938, 1138)
dateline: ಕಾರವಾರ: (205, 393, 226, 400)
budget-law-text: ಈಗ ಅದರ ಆಧಾರದ ಮೇಲೆ, ಸರ್ಕಾರವು ಹೊಸ ಮಸೂದೆಯನ್ನು ತರಲು ಘೋಷಿಸಿದೆ. (192, 1393, 358, 1400)
collapsed-building-photo (207, 806, 429, 914)
accused-photo-2 (430, 397, 537, 512)
sidebar-divider (197, 62, 198, 1237)
dateline: ಬೆಂಗಳೂರು: (14, 1058, 40, 1065)
lead-photo (360, 138, 643, 332)
tumakuru-headline: 10ಕ್ಕೂ ಹೆಚ್ಚು ಮಂದಿ ಗಂಭೀರ (522, 784, 862, 824)
tumakuru-body: ತುಮಕೂರು: ಕಾರ್ಮಿಕರು ತೆರಳುತ್ತಿದ್ದ 407 ವಾಹನ ಪಲ್ಟಿಯಾಗಿ, 10ಕ್ಕೂ ಹೆಚ್ಚು ಜನ ಗಂಭೀರವಾಗಿ ಗಾಯಗೊಂಡ ಘಟನೆ ಪಾವಗಡ ತಾಲೂಕಿನ ಬುಗುಡೂರು ಗ್ರಾಮದಲ್ಲಿ ನಡೆದಿದೆ. ಶುಕ್ರವಾರ ರಾತ್ರಿ, 11 ಗಂಟೆ ಸುಮಾರಿಗೆ ಗ್ರಾಮದ ಬಳಿ ಇರುವ ತಿರುವಿನಲ್ಲಿ ಅಪಘಾತ ನಡೆದಿದೆ. ಗಾಯಾಳುಗಳು ಬಿ.ಹೊಸಳ್ಳಿ ಗ್ರಾಮದ ಲಂಬಾಣಿ ಹಾಗೂ ಕಾರ್ಮಿಕರು. ಅವರು ತಿರುಮಣಿ ಗ್ರಾಮದಲ್ಲಿ ಸೆಂಟ್ರಿಂಗ್ ಕೆಲಸ ಮುಗಿಸಿಕೊಂಡು ವಾಪಸ್ಸಾಗುತ್ತಿದ್ದರು. ಈ ವೇಳೆ ಈ ಅಪಘಾತ ಸಂಭವಿಸಿದೆ. ಗಾಯಾಳುಗಳಿಗೆ ತುಮಕೂರು ಜಿಲ್ಲಾಸ್ಪತ್ರೆ ಹಾಗೂ ಪಾವಗಡ ಆಸ್ಪತ್ರೆಯಲ್ಲಿ ಚಿಕಿತ್ಸೆ ನೀಡಲಾಗುತ್ತಿದೆ.ಈ ಸಂಬಂಧ ತಿರುಮಣಿ ಪೊಲೀಸ್ ಠಾಣೆಯಲ್ಲಿ ಪ್ರಕರಣ ದಾಖಲಾಗಿದೆ. (444, 829, 598, 920)
face-censor-bar (155, 138, 179, 143)
jamakhandi-col1: ಬಾಗಲಕೋಟೆ: ಟಾಟಾ ಏಸ್, ಕಾರು, ಎರಡು ಬೈಕ್‌ಗಳ ನಡುವೆ ನಡೆದ ಸರಣಿ ಅಪಘಾತದಲ್ಲಿ ಮೂವರು ಸಾವಿಗೀಡಾದ ಘಟನೆ ಜಮಖಂಡಿ ತಾಲೂಕಿನ ಆಲಗೂರು ಗ್ರಾಮದಲ್ಲಿ ನಡೆದಿದೆ. ಜಮಖಂಡಿಯಿಂದ ವಿಜಯಪುರಕ್ಕೆ ತೆರಳುತ್ತಿದ್ದ ಟಾಟಾ ಏಸ್‌ಗೆ ವಿಜಯಪುರದಿಂದ ಜಮಖಂಡಿಗೆ ಬರುತ್ತಿದ್ದ ಕಾರು ಡಿಕ್ಕಿಯಾಗಿದೆ. ಇದೇ ವೇಳೆ ಟಾಟಾ ಏಸ್ ಹಿಂದೆ ಇದ್ದ ಎರಡು ಬೈಕ್‌ಗಳು ಡಿಕ್ಕಿಯಾಗಿವೆ. ಪರಿಣಾಮ ಟಾಟಾ ಏಸ್, ಕಾರು ಹಾಗೂ ಬೈಕ್‌ನಲ್ಲಿದ್ದ ತಲಾ ಒಬ್ಬೊಬ್ಬರು ಸಾವನ್ನಪ್ಪಿದ್ದಾರೆ. ಮೃತರ ಬಗ್ಗೆ ಹೆಚ್ಚಿನ ಮಾಹಿತಿ ತಿಳಿದು ಬಂದಿಲ್ಲ, ಪೊಲೀಸರು ಮೃತರ ಗುರುತು (445, 1037, 567, 1128)
subhead: ಬಿಮ್ಸ್‌ನಲ್ಲಿ ಐವರು ಬಾಣಂತಿಯರ ಸಾವು: (570, 1337, 658, 1344)
budget-h-law: ಕಾನೂನು (264, 1372, 306, 1388)
sidebar-story1-headline-2: ಬಳಿ ಭೀಕರ ಅಪಘಾತ (80, 90, 188, 109)
sidebar-story2-headline-2: ಕೈಬಲಪಡಿಸಲು ಮಂಗಳೂರಲ್ಲಿ (46, 622, 188, 640)
sidebar-story2-body-2: ಈ ಕುರಿತು ಪ್ರತಿಕ್ರಿಯೆ ನೀಡಿರುವ ಸ್ನೇಹಮಯಿ ಕೃಷ್ಣ, ಯಾವ ಕಾರಣಕ್ಕೆ ಮಾಡಿದ್ದಾರೆ ಎಂಬುದು ಗೊತ್ತಿಲ್ಲ, ನನ್ನ ಪರವಾಗಿ ಅಥವಾ ನನಗೆ ಶಕ್ತಿ ತುಂಬಲು ಈ ರೀತಿ ಮಾಡಿಲ್ಲ, ಹರ್ಷ ಮತ್ತು ಶ್ರೀನಿಧಿ ನನ್ನ ಬಳಿಗೆ ಪಾರ್ವತಿ ಸಿದ್ದರಾಮಯ್ಯ ಪರವಾಗಿ ಬಂದಿದ್ದರು. ಅವರ ಪರವಾಗಿ ಬಂದು ಆಮಿಷವೊಡ್ಡಿದ್ದರು. ಇದರಿಂದ ನನ್ನ ಪರ ಹೇಗೆ ಆಗ್ತುವುದು ಗೊತ್ತಿಲ್ಲ ಎಂದು ಅನುಮಾನ ವ್ಯಕ್ತಪಡಿಸಿದರು. ಬ್ಲ್ಯಾಕ್ ಟೀ ಶರ್ಟ್ ಹಾಕಿರುವ ವ್ಯಕ್ತಿ ನಮ್ಮ ಬಾಸ್ ಅಂತ ಶ್ರೀನಿಧಿ ಮತ್ತು ಹರ್ಷ ನನ್ನ ಮಗನಿಗೆ ಫೋಟೋ ತೋರಿಸಿದ್ದಾರೆ. ಅವರು ಮಂಗಳೂರಿನಲ್ಲಿ ಇದ್ದಾರೆ. ಅವರು ಹೇಳಿದ್ದಂತೆ ಮಾಡುತ್ತೇವೆ ಎಂದಿದ್ದರು. ನನ್ನ ಪರವಾಗಿ ಅಲ್ಲ, ನನ್ನ ವಶಪಡಿಸಿಕೊಳ್ಳಲು ಈ ರೀತಿ ಮಾಡಿರಬಹುದು. ಹಲವು ರೀತಿ ನನ್ನ ಕುಗ್ಗಿಸುವ ಹಲವು ಪ್ರಯತ್ನ ನಡೆದಿದೆ. ಅದರಲ್ಲಿ ಇದು ಒಂದಾಗಿದೆ ಎಂದರು. ಅವರು ಏನೇ ಪ್ರಯತ್ನ ಪಟ್ಟರೂ, ನನ್ನ ಹೋರಾಟ ನಿಲ್ಲಿಸಲ್ಲ ಎಂದು ಸ್ಪಷ್ಟಪಡಿಸಿದರು. (14, 771, 190, 872)
sriramulu-headline-1: ಅಸ್ತಿತ್ವ ಉಳಿಸಿಕೊಳ್ಳಲು ರಾಜ್ಯಸಭಾ (644, 340, 847, 362)
jamakhandi-headline: ಮೂವರು ಸಾವು (492, 986, 657, 1024)
accident-crowd-photo (605, 828, 939, 946)
budget-h-loan: ಕಡಿಮೆ ಬಡ್ಡಿ ಸಾಲ (56, 1412, 136, 1428)
tumakuru-kicker: ಕಾರ್ಮಿಕರು ತೆರಳುತ್ತಿದ್ದ ವಾಹನ ಪಲ್ಟಿ (465, 758, 905, 780)
date-label: 1.2.2025 (107, 47, 137, 54)
budget-mothers-text: ಬಿಮ್ಸ್‌ನಲ್ಲಿ ಐವರು ಬಾಣಂತಿಯರ ಸಾವು: ಕಳೆದ ವರ್ಷ ಬಿಮ್ಸ್ ಆಸ್ಪತ್ರೆಯಲ್ಲಿ ಐವರು ಬಾಣಂತಿಯರು ಮೃತಪಟ್ಟಿದ್ದಾರೆ. ಬಳ್ಳಾರಿ ಜಿಲ್ಲಾ ಆಸ್ಪತ್ರೆಯಲ್ಲಿ ಬಾಣಂತಿಯರ ಸರಣಿ ಸಾವಿನ ಪ್ರಕರಣ, ರಾಜ್ಯವನ್ನು ಬೆಚ್ಚಿ ಬೀಳಿಸಿತ್ತು. 2024ರ ನವೆಂಬರ್ 9 ರಂದು ಜಿಲ್ಲಾ ಆಸ್ಪತ್ರೆಯಲ್ಲಿ 14 ಬಾಣಂತಿಯರಿಗೆ ಸಿಸೇರಿಯನ್ ಮೂಲಕ ಹೆರಿಗೆ ಮಾಡಲಾಗಿತ್ತು. ಈ ಪೈಕಿ ಒಂಬತ್ತು ಬಾಣಂತಿಯರ ಆರೋಗ್ಯದಲ್ಲಿ ಏಕಾಏಕಿ ಏರುಪೇರು ಕಂಡುಬಂದಿತ್ತು. ತಕ್ಷಣ ಏನಾಯಿತು ಅಂತ ಗಮನಿಸುವಷ್ಟರಲ್ಲಿ ಇಬ್ಬರು ಬಾಣಂತಿಯರು ಮೃತಪಟ್ಟಿದ್ದರು. ನಂದಿನಿ ಹಾಗೂ ಲಲಿತಮ್ಮ ಜಿಲ್ಲಾ ಆಸ್ಪತ್ರೆಯ ಹೆರಿಗೆ ವಾರ್ಡ್ ನಲ್ಲಿ ಕೊನೆಯುಸಿರು ಎಳೆದಿದ್ದರು. ಬಳಿಕ ಉಳಿದ ಏಳು ಬಾಣಂತಿಯರನ್ನು ಬಿಮ್ಸ್ ಆಸ್ಪತ್ರೆಗೆ ಶಿಫ್ಟ್ ಮಾಡಲಾಗಿತ್ತು. ಏಳು ಬಾಣಂತಿಯರಲ್ಲಿ ಬಾಣಂತಿ (570, 1337, 750, 1417)
budget-tax-text: ಹೊಸ ಆದಾಯ ತೆರಿಗೆ ಮಸೂದೆಯಲ್ಲಿ ಏನೇನಿರಲಿದೆ ಹೊಸ ಆದಾಯ ತೆರಿಗೆ ಮಸೂದೆಯಲ್ಲಿ ಏನಿರಲಿದೆ ಎಂಬುದರ ಕುರಿತು ಬಜೆಟ್‌ನಲ್ಲಿ ಯಾವುದೇ ನಿರ್ದಿಷ್ಟ, ಸ್ಪಷ್ಟ ಘೋಷಣೆ ಮಾಡಲಾಗಿಲ್ಲ. ಆದರೆ ಸರ್ಕಾರವು ಬಜೆಟ್‌ನಲ್ಲಿ ಗುರುತಿಸಿರುವ ಆರು ಪ್ರಮುಖ ಕ್ಷೇತ್ರಗಳಲ್ಲಿ ಇದೂ ಒಂದು ಪ್ರಮುಖ ಸುಧಾರಣೆ ಎಂದು ಉಲ್ಲೇಖಿಸಲಾಗಿದೆ. ಆರ್ಥಿಕ (192, 1415, 378, 1454)
subhead: ಪಿಎಂ ಧನ್ ಧಾನ್ಯ ಕೃಷಿ ಯೋಜನೆ: (8, 1261, 77, 1268)
sidebar-story2-headline-3: ಪ್ರಾಣಿಬಲಿ ಶಂಕೆ (115, 640, 188, 658)
budget-col2-text: ಅವುಗಳೊಂದಿಗೆ ಸಂಬಂಧ ಹೊಂದಿದ್ದಾರೆ. ಭಾರತವನ್ನು ವಿಶ್ವದಲ್ಲೇ ಅಗ್ರ ಪಂಕ್ತಿಯ ಉತ್ಪಾದನಾ ಕೇಂದ್ರವನ್ನಾಗಿ ಮಾಡಲು ಇದು ಸಹಕಾರಿಯಾಗಿದೆ ಎಂದು ನಿರ್ಮಲಾ ಸೀತಾರಾಮನ್ ಹೇಳಿದರು. (192, 1241, 378, 1259)
lead-col1: ಮಡಿಕೇರಿ: ಭಾಗಮಂಡಲ ಕಾವೇರಿ, ಕನ್ನಿಕೆ ಹಾಗೂ ಸುಜ್ಯೋತಿ ನದಿಗಳ ತ್ರಿವೇಣಿ ಸಂಗಮವಾಗಿದೆ. ಹಿಂದಿನ ನಮ್ಮ ಸರ್ಕಾರದ ಅವಧಿಯಲ್ಲಿ ಕೊಡಗಿನ ಅಭಿವೃದ್ಧಿಗೆ ಅನುದಾನ ನೀಡಿದಂತೆ, ಈ ಬಾರಿಯೂ ಕೊಡಗಿನ ರಸ್ತೆ ಹಾಗೂ ಇತರ ಮೂಲಸೌಕರ್ಯಗಳಿಗೆ ಹೆಚ್ಚಿನ ಅನುದಾನ ನೀಡಲಾಗುವುದು ಎಂದು ಸಿಎಂ ಸಿದ್ದರಾಮಯ್ಯ ಭರವಸೆ ನೀಡಿದರು. ಭಾಗಮಂಡಲ ಸಮೀಪದಲ್ಲಿ ಕಾವೇರಿ ನದಿಗೆ ಅಡ್ಡಲಾಗಿ ನಿರ್ಮಿಸಲಾಗಿರುವ ಮೇಲ್ಸೇತುವೆ ಉದ್ಘಾಟಿಸಿ ಮಾತನಾಡಿದ ಅವರು, ಕೊಡಗಿನ ಅಭಿವೃದ್ಧಿಗೆ ಈ ಬಾರಿಯೂ ಅನುದಾನ ನೀಡುವುದಾಗಿ ಹೇಳಿದರು. ಮುಂದುವರಿದು.. ಬಹಳ ಜನ ಬಹುತ್ವದ ಭಾರತವನ್ನು ಒಂದು ಧರ್ಮದ ರಾಷ್ಟ್ರ ಎನ್ನುತ್ತಾರೆ. ಭಾರತ ಜಾತ್ಯತೀತ, ಪ್ರಜಾಪ್ರಭುತ್ವವಾದಿ (205, 135, 353, 226)
sidebar-story3-body: ಬೆಂಗಳೂರು: ಮಹತ್ವದ ನಿರ್ಧಾರದಲ್ಲಿ ಕರ್ನಾಟಕ ಸರ್ಕಾರವು ಜನವರಿ 2023ರ ಸುಪ್ರೀಂ ಕೋರ್ಟ್ ತೀರ್ಪಿಗೆ ಅನುಸಾರವಾಗಿ, ಚೇತರಿಸಿಕೊಳ್ಳುವ ಭರವಸೆಯಿಲ್ಲದ ಮಾರಣಾಂತಿಕ ರೋಗಿಗಳಿಗೆ 'ಘನತೆಯಿಂದ ಸಾಯುವ ಹಕ್ಕನ್ನು' ಅನುಮತಿಸಿದೆ. ಚೇತರಿಕೆಯೇ ಕಾಣದೆ ಲೈಫ್ ಸಪೋರ್ಟ್ ನಿಂದ ಬಳಲುವವರಿಗೆ ಸಾಯುವ ಹಕ್ಕು ನೀಡಿ ಆರೋಗ್ಯ ಇಲಾಖೆ ಆದೇಶ ನೀಡಿದೆ. ಘನತೆಯಿಂದ ಸಾಯುವ ಹಕ್ಕು ಮಾರಣಾಂತಿಕ ಕಾಯಿಲೆಯಿಂದ ಬಳಲುತ್ತಿರುವ ಜನರಿಗೆ, ಯಾವುದೇ ಚೇತರಿಕೆಯ ಲಕ್ಷಣಗಳಿಲ್ಲದೆ ಮತ್ತು ಜೀವನಪರ್ಯಂತ ಕಷ್ಟದ ಪರಿಸ್ಥಿತಿಗಳನ್ನು ಎದುರಿಸುತ್ತಿರುವವರಿಗೆ ದಯಾ ಹತ್ಯೆಗೆ ಅನುಮತಿ ನೀಡುವ ಕುರಿತು ನಿರ್ಧರಿಸಲು ತಲಾ ಇಬ್ಬರು ವೈದ್ಯರನ್ನೊಳಗೊಂಡ ಎರಡು ಸಮಿತಿಗಳನ್ನು ಸ್ಥಾಪಿಸಲು ಆದೇಶದಲ್ಲಿ ಉಲ್ಲೇಖಿಸಲಾಗಿದೆ. (14, 1058, 190, 1149)
budget-h-honey: ಹನಿಟ್ರ್ಯಾಪ್, ಸುಲಿಗೆ (804, 1348, 891, 1364)
victim-photo-1 (14, 116, 63, 212)
budget-col3-text: ಸಮೀಕ್ಷೆಯಲ್ಲೂ ದೇಶದಲ್ಲಿ ತೆರಿಗೆ ವ್ಯವಸ್ಥೆಯನ್ನು ಸರಳೀಕರಿಸುವ ಬಗ್ಗೆ ಪ್ರಸ್ತಾಪಿಸಲಾಗಿತ್ತು. ಎಂತಹದಾಗಿಯೂ ಸರ್ಕಾರವು ಹೊಸ ಕಾನೂನಿನಲ್ಲಿ ತೆರಿಗೆಗಳನ್ನು ಸರಳಗೊಳಿಸಬಹುದು ಎಂಬ ನಿರೀಕ್ಷೆ ಇದೆ. ಹೊಸ ಆದಾಯ ತೆರಿಗೆ ಕಾನೂನು 'ನ್ಯಾಯ' ನೀಡಲಿದೆ ಎಂದು ಹಣಕಾಸು ಸಚಿವೆ ನಿರ್ಮಲಾ ಸೀತಾರಾಮನ್ ಹೇಳಿದ್ದಾರೆ. ಇದು ಈಗಿರುವ ಬಿಲ್‌ಗಿಂತ ಸರಳವಾಗಿರುತ್ತದೆ. ಇದರಿಂದ ವ್ಯಾಜ್ಯಗಳು ಕಡಿಮೆಯಾಗಲಿವೆ ಎಂದು ಅವರು ಹೇಳಿದ್ದಾರೆ. (384, 1259, 564, 1308)
snehamayi-krishna-photo (136, 712, 190, 768)
sidebar-story2-headline-1: ಸ್ನೇಹಮಯಿ ಕೃಷ್ಣ (106, 604, 188, 622)
paper-name-part2: ಮುಗಿಲು (98, 10, 140, 28)
babusab-headline-2: ಕುಸಿದು 8 ಜನ ಸಾವು ಕೇಸ್ (253, 784, 385, 802)
dateline: ಬೆಂಗಳೂರು: (552, 585, 578, 592)
palm-sun-icon: 🌴 (83, 13, 99, 27)
continued-banner: ಮೊದಲನೇ ಪುಟದಿಂದ... (384, 1238, 564, 1256)
quote-marker-icon: » (116, 275, 122, 284)
budget-credit-text: ಮೊದಲ ವರ್ಷದಲ್ಲಿ ಸುಮಾರು 10 ಲಕ್ಷ ವ್ಯವಹಾರಗಳಿಗೆ ಈ ಕ್ರೆಡಿಟ್ ಕಾರ್ಡ್‌ಗಳನ್ನು ನೀಡಲಾಗುವುದು ಎಂದು ಸೀತಾರಾಮನ್ ಹೇಳಿದರು. ಎಂಎಸ್ಎಂಇ ವರ್ಗೀಕರಣದ ಹೂಡಿಕೆ ಮಿತಿಯನ್ನು 2.5 ಪಟ್ಟು ಮಾಡಲಾಗುವುದು ಮತ್ತು ಎಂಎಸ್ಎಂಇ ವರ್ಗೀಕರಣದ ವಹಿವಾಟು ಮಿತಿಗಳನ್ನು ಸಹ ದ್ವಿಗುಣಗೊಳಿಸಲಾಗುವುದು ಎಂದು ಅವರು ಘೋಷಿಸಿದ್ದಾರೆ. (192, 1307, 378, 1346)
loan-col1: ಕಾರವಾರ: ಮೈಕ್ರೋ ಫೈನಾನ್ಸ್, ಮೀಟರ್ ಬಡ್ಡಿ ಕಾಟಕ್ಕೆ ರಾಜ್ಯದಲ್ಲಿ ಹಲವರು ಮನೆ ಬಿಟ್ಟರೇ ಕೆಲವರು ವಿಷ ಸೇವಿಸಿ ಆತ್ಮಹತ್ಯೆ ಮಾಡಿಕೊಂಡ ಘಟನೆ ಕಣ್ಣಮುಂದಿರುವಾಗಲೇ ಸಾಲ ಹೆಚ್ಚು ನೀಡಲಿಲ್ಲ ಎನ್ನುವ ಕಾರಣಕ್ಕೆ ಫೈನಾನ್ಸಿಯರ್‌ನನ್ನೇ ಕಿಡ್ನ್ಯಾಪ್ ಮಾಡಿದ ವಿಚಿತ್ರ ಘಟನೆ ಮುಂಡಗೋಡಿನಲ್ಲಿ ನಡೆದಿದೆ. ಹೌದು, ಜ.9 ರ ರಾತ್ರಿ ಉತ್ತರ ಕನ್ನಡ ಜಿಲ್ಲೆಯ ಮುಂಡಗೋಡಿನಲ್ಲಿ ಜಮೀರ್ ದರ್ಗಾವಾಲೆ ಎಂಬಾತನು ತನ್ನ ಸ್ಕೂಟಿಯಲ್ಲಿ ಮನೆಗೆ ತೆರಳುತ್ತಿದ್ದ ವೇಳೆ ಹಿಂಭಾಗದಿಂದ ಬಂದ ಕಾರೊಂದು ಡಿಕ್ಕಿ ಹೊಡೆದು ಸಿನಿಮೀಯ ರೀತಿಯಲ್ಲಿ ಆತನನ್ನು ಕಿಡ್ನ್ಯಾಪ್ ಮಾಡಿದ್ದಾರೆ. ಈತನ ಕುಟುಂಬಕ್ಕೆ ಕರೆ ಮಾಡಿದ ಅಪಹರಣಕಾರರು 32 ಲಕ್ಷಕ್ಕೆ ಬೇಡಿಕೆ ಇಟ್ಟಿದ್ದರು. ಆದರೆ, ಕುಟುಂಬದವರು 18 ಲಕ್ಷ ಹಣ ನೀಡುತ್ತಾರೆ. ಈ ಹಣ ಪಡೆದು ಜಮೀರ್‌ನನ್ನು ಹಾವೇರಿ ಬಳಿ ಬಿಟ್ಟು ಎಸ್ಕೇಪ್ ಆಗುತ್ತಾರೆ. ಈ ಸಂದರ್ಭದಲ್ಲಿ ಮುಂಡಗೋಡು ಪೊಲೀಸರು ಕಳ್ಳರನ್ನು ಬಂಧಿಸಿದ್ದಾರೆ. ಆದರೆ, ಪ್ರಮುಖ ಆರೋಪಿ ಸಾದಿಕ್ ಮುಂಬೈನಲ್ಲಿ ತಲೆಮರೆಸಿಕೊಂಡಿದ್ದ, ಕೊನೆಗೆ ಆತನೂ ಸಿಕ್ಕಿಬಿದ್ದಿದ್ದಾನೆ. ಒಟ್ಟು (205, 393, 313, 588)
dateline: ಬಳ್ಳಾರಿ: (552, 397, 568, 404)
sriramulu-col2: ಶಾ ದೆಹಲಿಗೆ ಬರುವಂತೆ ಸೂಚನೆ ನೀಡಿದ್ದು, ಇತ್ತ ಬಳ್ಳಾರಿಯಲ್ಲಿ ಶ್ರೀರಾಮುಲು ಬೆಂಬಲಿಗರ ಸಭೆ ನಡೆಸಿದ್ದಾರೆ. ಪಕ್ಷದಲ್ಲೇ ಮುಂದುವರಿಯುವಂತೆ ಬೆಂಬಲಿಗರ ಮನವೊಲಿಕೆ ಮಾಡಿದ್ದಾರೆ. ಶ್ರೀರಾಮುಲು ಅವರನ್ನು ರಾಜ್ಯ ಸಕ್ರಿಯ ರಾಜಕಾರಣದಿಂದ ದೂರ ಉಳಿಸುವ ಪ್ರಯತ್ನ ನಡೆದಿದೆ ಎನ್ನುವ ಮಾತು ಕೇಳಿ ಬಂದಿದ್ದು, ರಾಮುಲುರನ್ನು ರಾಜ್ಯ ಸಭಾ ಸದಸ್ಯರನ್ನಾಗಿ ಮಾಡುವಂತೆ ಒತ್ತಾಯ ಮಾಡಿದ್ದಾರೆ (668, 477, 784, 546)
dateline: ಮೈಸೂರು: (14, 663, 36, 670)
day-label: ಶನಿವಾರ (114, 37, 130, 44)
dateline: ಮಡಿಕೇರಿ: (205, 135, 226, 142)
budget-cheap-items: ಈ ಉತ್ಪನ್ನಗಳು ಅಗ್ಗವಾಗುತ್ತವೆ: ಟಿ.ವಿ, ಮೊಬೈಲ್, ವಿದ್ಯುತ್ ಕಾರು, ಚಿತ ಬ್ಯಾಟರಿ, ಕ್ಯಾನ್ಸರ್ ಔಷಧಗಳು (570, 1293, 750, 1311)
